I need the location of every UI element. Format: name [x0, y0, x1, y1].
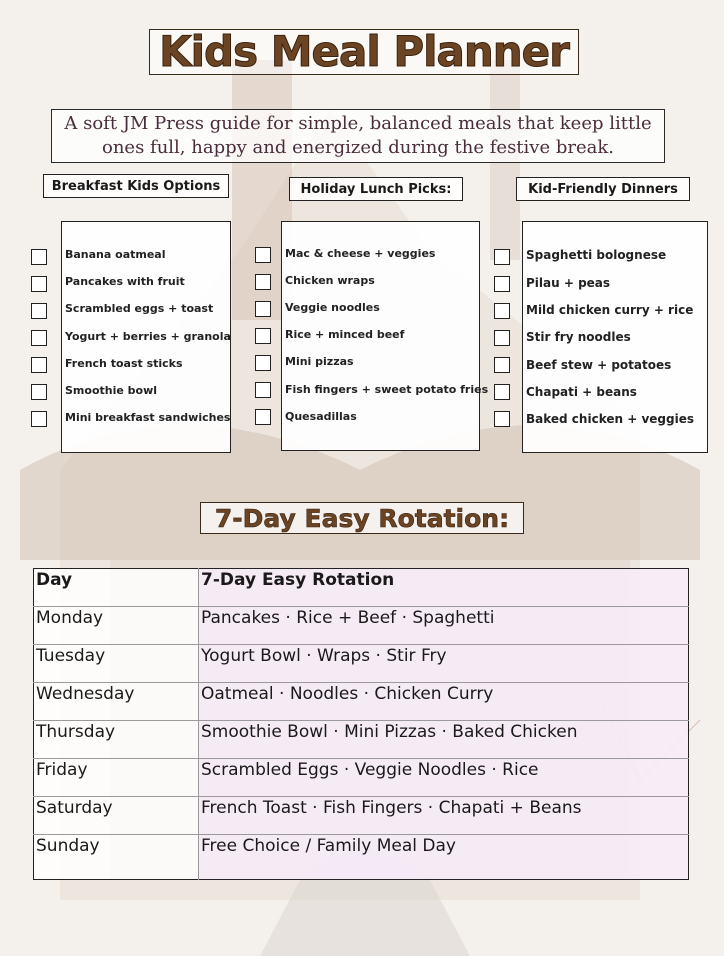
- breakfast-checkbox[interactable]: [31, 330, 47, 346]
- table-header-rotation: 7-Day Easy Rotation: [199, 569, 689, 607]
- day-cell: Monday: [34, 607, 199, 645]
- lunch-checkbox[interactable]: [255, 328, 271, 344]
- table-row: [34, 607, 689, 645]
- lunch-checkbox[interactable]: [255, 382, 271, 398]
- list-item: Quesadillas: [285, 410, 357, 423]
- breakfast-checkbox[interactable]: [31, 303, 47, 319]
- list-item: Baked chicken + veggies: [526, 412, 694, 426]
- table-row: [34, 645, 689, 683]
- dinner-checkbox[interactable]: [494, 249, 510, 265]
- lunch-list: [281, 221, 489, 451]
- breakfast-checkbox[interactable]: [31, 276, 47, 292]
- list-item: Veggie noodles: [285, 301, 380, 314]
- breakfast-heading: Breakfast Kids Options: [43, 174, 229, 198]
- lunch-heading: Holiday Lunch Picks:: [289, 177, 463, 201]
- list-item: French toast sticks: [65, 357, 183, 370]
- list-item: Mac & cheese + veggies: [285, 247, 436, 260]
- lunch-checkbox[interactable]: [255, 301, 271, 317]
- list-item: Spaghetti bolognese: [526, 248, 667, 262]
- rotation-heading: 7-Day Easy Rotation:: [200, 502, 524, 534]
- list-item: Pancakes with fruit: [65, 275, 185, 288]
- day-cell: Wednesday: [34, 683, 199, 721]
- dinner-checkbox[interactable]: [494, 411, 510, 427]
- list-item: Smoothie bowl: [65, 384, 158, 397]
- page-subtitle: A soft JM Press guide for simple, balanced meals that keep little ones full, happy and energized during the festive break.: [64, 113, 652, 158]
- day-cell: Tuesday: [34, 645, 199, 683]
- dinner-checkbox[interactable]: [494, 276, 510, 292]
- day-cell: Sunday: [34, 835, 199, 880]
- list-item: Banana oatmeal: [65, 248, 166, 261]
- dinner-list: [522, 221, 708, 453]
- table-row: [34, 835, 689, 880]
- breakfast-checkbox[interactable]: [31, 384, 47, 400]
- list-item: Mild chicken curry + rice: [526, 303, 694, 317]
- day-cell: Thursday: [34, 721, 199, 759]
- rotation-table: [33, 568, 689, 880]
- list-item: Scrambled eggs + toast: [65, 302, 214, 315]
- list-item: Pilau + peas: [526, 276, 611, 290]
- dinner-heading: Kid-Friendly Dinners: [516, 177, 690, 201]
- page-title: Kids Meal Planner: [159, 27, 569, 76]
- lunch-checkbox[interactable]: [255, 274, 271, 290]
- list-item: Rice + minced beef: [285, 328, 405, 341]
- meals-cell: Oatmeal · Noodles · Chicken Curry: [199, 683, 689, 721]
- list-item: Chapati + beans: [526, 385, 637, 399]
- list-item: Chicken wraps: [285, 274, 375, 287]
- table-header-day: Day: [34, 569, 199, 607]
- dinner-checkbox[interactable]: [494, 384, 510, 400]
- lunch-checkbox[interactable]: [255, 355, 271, 371]
- breakfast-checkbox[interactable]: [31, 411, 47, 427]
- breakfast-checkbox[interactable]: [31, 249, 47, 265]
- list-item: Beef stew + potatoes: [526, 358, 672, 372]
- breakfast-list: [61, 221, 231, 453]
- subtitle-box: [51, 109, 665, 163]
- list-item: Mini breakfast sandwiches: [65, 411, 231, 424]
- table-row: [34, 683, 689, 721]
- lunch-checkbox[interactable]: [255, 409, 271, 425]
- lunch-checkbox[interactable]: [255, 247, 271, 263]
- meals-cell: Pancakes · Rice + Beef · Spaghetti: [199, 607, 689, 645]
- table-row: [34, 759, 689, 797]
- day-cell: Friday: [34, 759, 199, 797]
- list-item: Mini pizzas: [285, 355, 354, 368]
- table-header-row: [34, 569, 689, 607]
- list-item: Yogurt + berries + granola: [65, 330, 231, 343]
- list-item: Stir fry noodles: [526, 330, 631, 344]
- dinner-checkbox[interactable]: [494, 357, 510, 373]
- table-row: [34, 797, 689, 835]
- meals-cell: Scrambled Eggs · Veggie Noodles · Rice: [199, 759, 689, 797]
- meals-cell: Free Choice / Family Meal Day: [199, 835, 689, 880]
- title-box: [149, 29, 579, 75]
- meals-cell: Smoothie Bowl · Mini Pizzas · Baked Chicken: [199, 721, 689, 759]
- breakfast-checkbox[interactable]: [31, 357, 47, 373]
- dinner-checkbox[interactable]: [494, 303, 510, 319]
- dinner-checkbox[interactable]: [494, 330, 510, 346]
- meals-cell: Yogurt Bowl · Wraps · Stir Fry: [199, 645, 689, 683]
- table-row: [34, 721, 689, 759]
- meals-cell: French Toast · Fish Fingers · Chapati + Beans: [199, 797, 689, 835]
- list-item: Fish fingers + sweet potato fries: [285, 383, 489, 396]
- day-cell: Saturday: [34, 797, 199, 835]
